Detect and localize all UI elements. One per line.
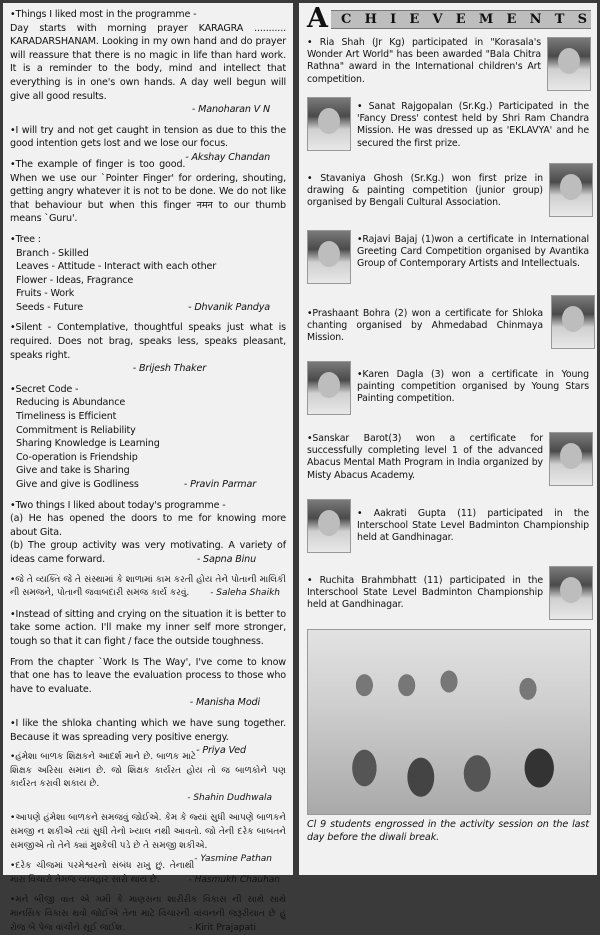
entry-author: - Hasmukh Chauhan (188, 874, 280, 885)
list-line: Timeliness is Efficient (16, 411, 117, 423)
achievement-item: •Sanskar Barot(3) won a certificate for successfully completing level 1 of the advanced Abacus Mental Math Program in India organized by Misty Abacus Academy. (307, 433, 543, 481)
entry-author: - Yasmine Pathan (194, 854, 272, 865)
entry-body: •Silent - Contemplative, thoughtful speaks just what is required. Does not brag, speaks less, speaks pleasant, speaks right. (10, 322, 286, 361)
header-letter: T (554, 12, 565, 27)
student-photo (549, 163, 593, 217)
student-photo (551, 295, 595, 349)
entry-title: •Two things I liked about today's programme - (10, 499, 226, 511)
list-line: Fruits - Work (16, 288, 75, 300)
entry-title: •Tree : (10, 233, 41, 245)
list-line: Flower - Ideas, Fragrance (16, 274, 134, 286)
entry-author: - Pravin Parmar (183, 479, 256, 490)
entry-author: - Akshay Chandan (185, 151, 270, 163)
entry-author: - Manoharan V N (191, 104, 270, 116)
achievement-item: •Rajavi Bajaj (1)won a certificate in International Greeting Card Competition organised by Avantika Group of Contemporary Artists and Intellectuals. (357, 234, 589, 270)
header-letter: V (432, 12, 443, 27)
entry-author: - Dhvanik Pandya (188, 301, 270, 313)
header-initial: A (307, 3, 328, 34)
list-line: Commitment is Reliability (16, 424, 136, 436)
entry-author: - Priya Ved (196, 745, 246, 757)
achievement-item: • Aakrati Gupta (11) participated in the Interschool State Level Badminton Championship held at Gandhinagar. (357, 508, 589, 544)
achievements-list (299, 3, 597, 881)
student-photo (547, 37, 591, 91)
entry-title: •Secret Code - (10, 383, 79, 395)
feedback-entry-gujarati (10, 574, 286, 601)
feedback-entry-gujarati (10, 894, 286, 935)
student-photo (549, 566, 593, 620)
feedback-entry (10, 158, 286, 226)
entry-point-b: (b) The group activity was very motivating. A variety of ideas came forward. (10, 540, 286, 565)
feedback-entry (10, 717, 286, 757)
entry-body: •The example of finger is too good. When we use our `Pointer Finger' for ordering, shouting, getting angry whatever it is not to be done. We do not like that behaviour but when this finger नमन to our thumb means `Guru'. (10, 158, 286, 225)
header-letter: E (409, 12, 420, 27)
entry-body: •આપણે હંમેશા બાળકને સમજવું જોઈએ. કેમ કે જ્યાં સુધી આપણે બાળકને સમજી ન શકીએ ત્યાં સુધી તેનો ખ્યાલ નથી આવતો. જો તેની દરેક બાબતને સમજીએ તો તેને ક્યાં મુશ્કેલી પડે છે તે સમજી શકીએ. (10, 813, 286, 851)
student-photo (307, 361, 351, 415)
feedback-entry (10, 124, 286, 163)
feedback-entry (10, 608, 286, 710)
list-line: Sharing Knowledge is Learning (16, 438, 160, 450)
feedback-entry (10, 499, 286, 567)
header-letter: H (364, 12, 377, 27)
entry-body: •હંમેશા બાળક શિક્ષકને આદર્શ માને છે. બાળક માટે શિક્ષક અરિસા સમાન છે. જો શિક્ષક કાર્યરત હોય તો જ બાળકોને પણ કાર્યરત કરાવી શકાય છે. (10, 752, 286, 790)
achievement-item: • Ria Shah (Jr Kg) participated in "Korasala's Wonder Art World" has been awarded "Bala Chitra Rathna" award in the International children's Art competition. (307, 37, 541, 85)
class-activity-photo (307, 629, 591, 815)
student-photo (549, 432, 593, 486)
entry-author: - Saleha Shaikh (210, 588, 280, 599)
entry-author: - Manisha Modi (189, 697, 260, 709)
header-letter: E (455, 12, 466, 27)
entry-author: - Brijesh Thaker (132, 363, 206, 375)
entry-body: •Instead of sitting and crying on the situation it is better to take some action. I'll make my inner self more stronger, tough so that it can fight / face the outside toughness. (10, 608, 286, 647)
achievements-column (299, 3, 597, 875)
entry-body-2: From the chapter `Work Is The Way', I've come to know that one has to leave the evaluation process to those who have to evaluate. (10, 656, 286, 695)
entry-body: Day starts with morning prayer KARAGRA ........... KARADARSHANAM. Looking in my own hand and do prayer will reassure that there is no magic in life than hard work. It is a reminder to the body, mind and intellect that everything is in one's own hands. A day well begun will give all good results. (10, 22, 286, 102)
list-line: Give and give is Godliness (16, 479, 139, 490)
list-line: Co-operation is Friendship (16, 451, 138, 463)
entry-author: - Shahin Dudhwala (187, 792, 272, 803)
entry-body: •I will try and not get caught in tension as due to this the good intention gets lost and we lose our focus. (10, 124, 286, 150)
feedback-column (3, 3, 293, 933)
feedback-entry (10, 321, 286, 375)
feedback-entry (10, 8, 286, 117)
header-letter: I (390, 12, 397, 27)
list-line: Branch - Skilled (16, 247, 89, 259)
header-letter: C (341, 12, 352, 27)
list-line: Give and take is Sharing (16, 465, 130, 477)
list-line: Seeds - Future (16, 301, 83, 313)
entry-body: •મને બીજી વાત એ ગમી કે માણસના શારીરીક વિકાસ ની સાથે સાથે માનસિક વિકાસ થવો જોઈએ તેના માટે વિચારની વાંચનની જરૂરીયાત છે હું રોજ બે પેજ વાંચીને સૂઈ જઈશ. (10, 895, 286, 933)
student-photo (307, 230, 351, 284)
list-line: Reducing is Abundance (16, 397, 126, 409)
feedback-entry-gujarati (10, 812, 286, 865)
entry-author: - Sapna Binu (196, 553, 256, 565)
header-letter: N (529, 12, 542, 27)
entry-body: •જે તે વ્યક્તિ જે તે સંસ્થામાં કે શાળામાં કામ કરતી હોય તેને પોતાની માલિકી ની સમજને, પોતાની જવાબદારી સમજ કાર્ય કરવું. (10, 574, 286, 599)
entry-title: •Things I liked most in the programme - (10, 9, 197, 20)
feedback-entry-gujarati (10, 751, 286, 805)
header-letter: M (478, 12, 494, 27)
student-photo (307, 499, 351, 553)
achievement-item: •Prashaant Bohra (2) won a certificate for Shloka chanting organised by Ahmedabad Chinmaya Mission. (307, 308, 543, 344)
entry-body: •I like the shloka chanting which we have sung together. Because it was spreading very positive energy. (10, 717, 286, 743)
list-line: Leaves - Attitude - Interact with each other (16, 261, 217, 273)
entry-body: •દરેક ચીજમાં પરમેશ્વરનો સંબંધ રાખુ છું. તેનાથી મારા વિચારો તેમજ વ્યવહાર સારો થાય છે. (10, 861, 195, 885)
feedback-entry-secret-code (10, 383, 286, 492)
header-letter: E (506, 12, 517, 27)
achievement-item: • Ruchita Brahmbhatt (11) participated in the Interschool State Level Badminton Championship held at Gandhinagar. (307, 575, 543, 611)
student-photo (307, 97, 351, 151)
achievement-item: • Stavaniya Ghosh (Sr.Kg.) won first prize in drawing & painting competition (junior group) organised by Bengali Cultural Association. (307, 173, 543, 209)
feedback-entry-tree (10, 233, 286, 315)
entry-author: - Kirit Prajapati (189, 922, 256, 933)
photo-caption: Cl 9 students engrossed in the activity session on the last day before the diwali break. (307, 819, 589, 843)
header-letter: S (577, 12, 587, 27)
entry-point-a: (a) He has opened the doors to me for knowing more about Gita. (10, 513, 286, 538)
achievement-item: • Sanat Rajgopalan (Sr.Kg.) Participated in the 'Fancy Dress' contest held by Shri Ram Chandra Mission. He was dressed up as 'EKLAVYA' and he secured the first prize. (357, 101, 589, 149)
achievement-item: •Karen Dagla (3) won a certificate in Young painting competition organised by Young Stars Painting competition. (357, 369, 589, 405)
